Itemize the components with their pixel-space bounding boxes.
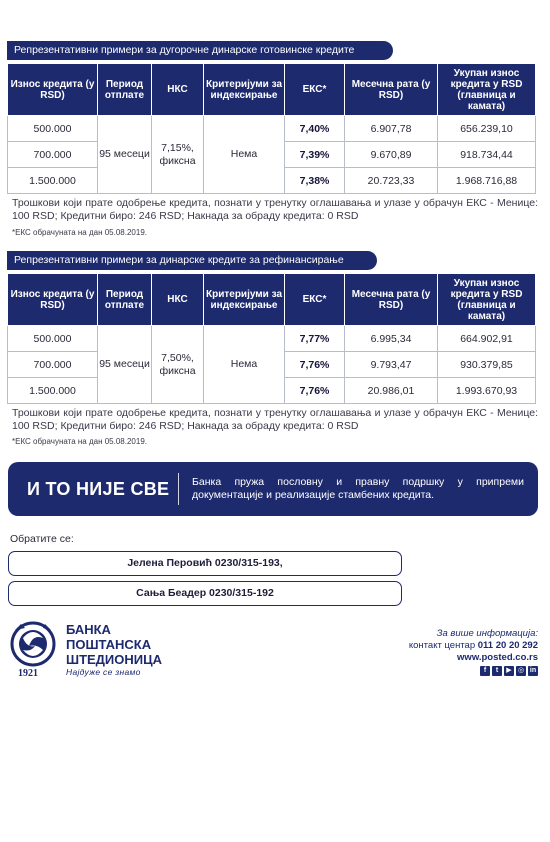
header-nks: НКС <box>152 274 204 326</box>
cell-eks: 7,38% <box>285 168 345 194</box>
info-phone-label: контакт центар <box>408 640 476 651</box>
cell-monthly-rate: 6.995,34 <box>345 326 438 352</box>
header-eks: ЕКС* <box>285 64 345 116</box>
cell-amount: 1.500.000 <box>8 378 98 404</box>
cell-amount: 500.000 <box>8 116 98 142</box>
cell-eks: 7,77% <box>285 326 345 352</box>
contact-label: Обратите се: <box>10 533 74 545</box>
linkedin-icon[interactable]: in <box>529 667 537 674</box>
table-header-row <box>8 274 536 326</box>
cell-monthly-rate: 9.793,47 <box>345 352 438 378</box>
cell-eks: 7,40% <box>285 116 345 142</box>
cell-eks: 7,39% <box>285 142 345 168</box>
table-header-row <box>8 64 536 116</box>
contact-info <box>409 628 538 664</box>
header-criteria: Критеријуми за индексирање <box>204 64 285 116</box>
section-1-footnote: *ЕКС обрачуната на дан 05.08.2019. <box>12 228 147 237</box>
section-1-title: Репрезентативни примери за дугорочне динарске готовинске кредите <box>7 41 393 60</box>
cell-monthly-rate: 20.986,01 <box>345 378 438 404</box>
header-total: Укупан износ кредита у RSD (главница и камата) <box>438 274 536 326</box>
header-monthly-rate: Месечна рата (у RSD) <box>345 274 438 326</box>
cell-amount: 1.500.000 <box>8 168 98 194</box>
section-1-cost-note: Трошкови који прате одобрење кредита, познати у тренутку оглашавања и улазе у обрачун ЕКС - Менице: 100 RSD; Кредитни биро: 246 RSD; Накнада за обраду кредита: 0 RSD <box>12 197 538 222</box>
header-eks: ЕКС* <box>285 274 345 326</box>
cell-period: 95 месеци <box>98 116 152 194</box>
cell-total: 930.379,85 <box>438 352 536 378</box>
header-nks: НКС <box>152 64 204 116</box>
cell-monthly-rate: 9.670,89 <box>345 142 438 168</box>
social-icons <box>480 666 538 676</box>
table-row <box>8 116 536 142</box>
table-row <box>8 326 536 352</box>
bank-name-line-2: ПОШТАНСКА <box>66 637 152 652</box>
info-phone-number[interactable]: 011 20 20 292 <box>477 640 538 651</box>
header-period: Период отплате <box>98 64 152 116</box>
bank-name-line-3: ШТЕДИОНИЦА <box>66 652 163 667</box>
cell-nks: 7,50%, фиксна <box>152 326 204 404</box>
promo-divider <box>178 473 179 505</box>
cell-criteria: Нема <box>204 326 285 404</box>
header-amount: Износ кредита (у RSD) <box>8 64 98 116</box>
info-phone-line <box>409 640 538 652</box>
cell-period: 95 месеци <box>98 326 152 404</box>
promo-title: И ТО НИЈЕ СВЕ <box>27 479 170 499</box>
website-link[interactable]: www.posted.co.rs <box>457 652 538 663</box>
cell-nks: 7,15%, фиксна <box>152 116 204 194</box>
section-2-footnote: *ЕКС обрачуната на дан 05.08.2019. <box>12 437 147 446</box>
contact-person-2: Сања Беадер 0230/315-192 <box>8 581 402 606</box>
loan-table-refinancing <box>7 273 536 404</box>
cell-total: 1.993.670,93 <box>438 378 536 404</box>
header-amount: Износ кредита (у RSD) <box>8 274 98 326</box>
twitter-icon[interactable]: t <box>492 666 502 676</box>
cell-total: 656.239,10 <box>438 116 536 142</box>
cell-total: 918.734,44 <box>438 142 536 168</box>
cell-amount: 700.000 <box>8 142 98 168</box>
bank-slogan: Најдуже се знамо <box>66 667 141 677</box>
cell-amount: 500.000 <box>8 326 98 352</box>
bank-founding-year: 1921 <box>18 668 38 679</box>
youtube-icon[interactable]: ▶ <box>504 666 514 676</box>
cell-eks: 7,76% <box>285 352 345 378</box>
cell-monthly-rate: 6.907,78 <box>345 116 438 142</box>
info-title: За више информација: <box>436 628 538 639</box>
cell-amount: 700.000 <box>8 352 98 378</box>
cell-criteria: Нема <box>204 116 285 194</box>
cell-total: 1.968.716,88 <box>438 168 536 194</box>
header-criteria: Критеријуми за индексирање <box>204 274 285 326</box>
facebook-icon[interactable]: f <box>480 666 490 676</box>
header-period: Период отплате <box>98 274 152 326</box>
promo-text: Банка пружа пословну и правну подршку у припреми документације и реализације стамбених кредита. <box>192 476 524 501</box>
cell-monthly-rate: 20.723,33 <box>345 168 438 194</box>
cell-total: 664.902,91 <box>438 326 536 352</box>
loan-table-cash <box>7 63 536 194</box>
cell-eks: 7,76% <box>285 378 345 404</box>
bank-name <box>66 622 162 667</box>
header-monthly-rate: Месечна рата (у RSD) <box>345 64 438 116</box>
contact-person-1: Јелена Перовић 0230/315-193, <box>8 551 402 576</box>
instagram-icon[interactable]: ◎ <box>517 667 525 674</box>
section-2-title: Репрезентативни примери за динарске кредите за рефинансирање <box>7 251 377 270</box>
section-2-cost-note: Трошкови који прате одобрење кредита, познати у тренутку оглашавања и улазе у обрачун ЕКС - Менице: 100 RSD; Кредитни биро: 246 RSD; Накнада за обраду кредита: 0 RSD <box>12 407 538 432</box>
bank-name-line-1: БАНКА <box>66 622 111 637</box>
header-total: Укупан износ кредита у RSD (главница и камата) <box>438 64 536 116</box>
promo-banner <box>8 462 538 516</box>
